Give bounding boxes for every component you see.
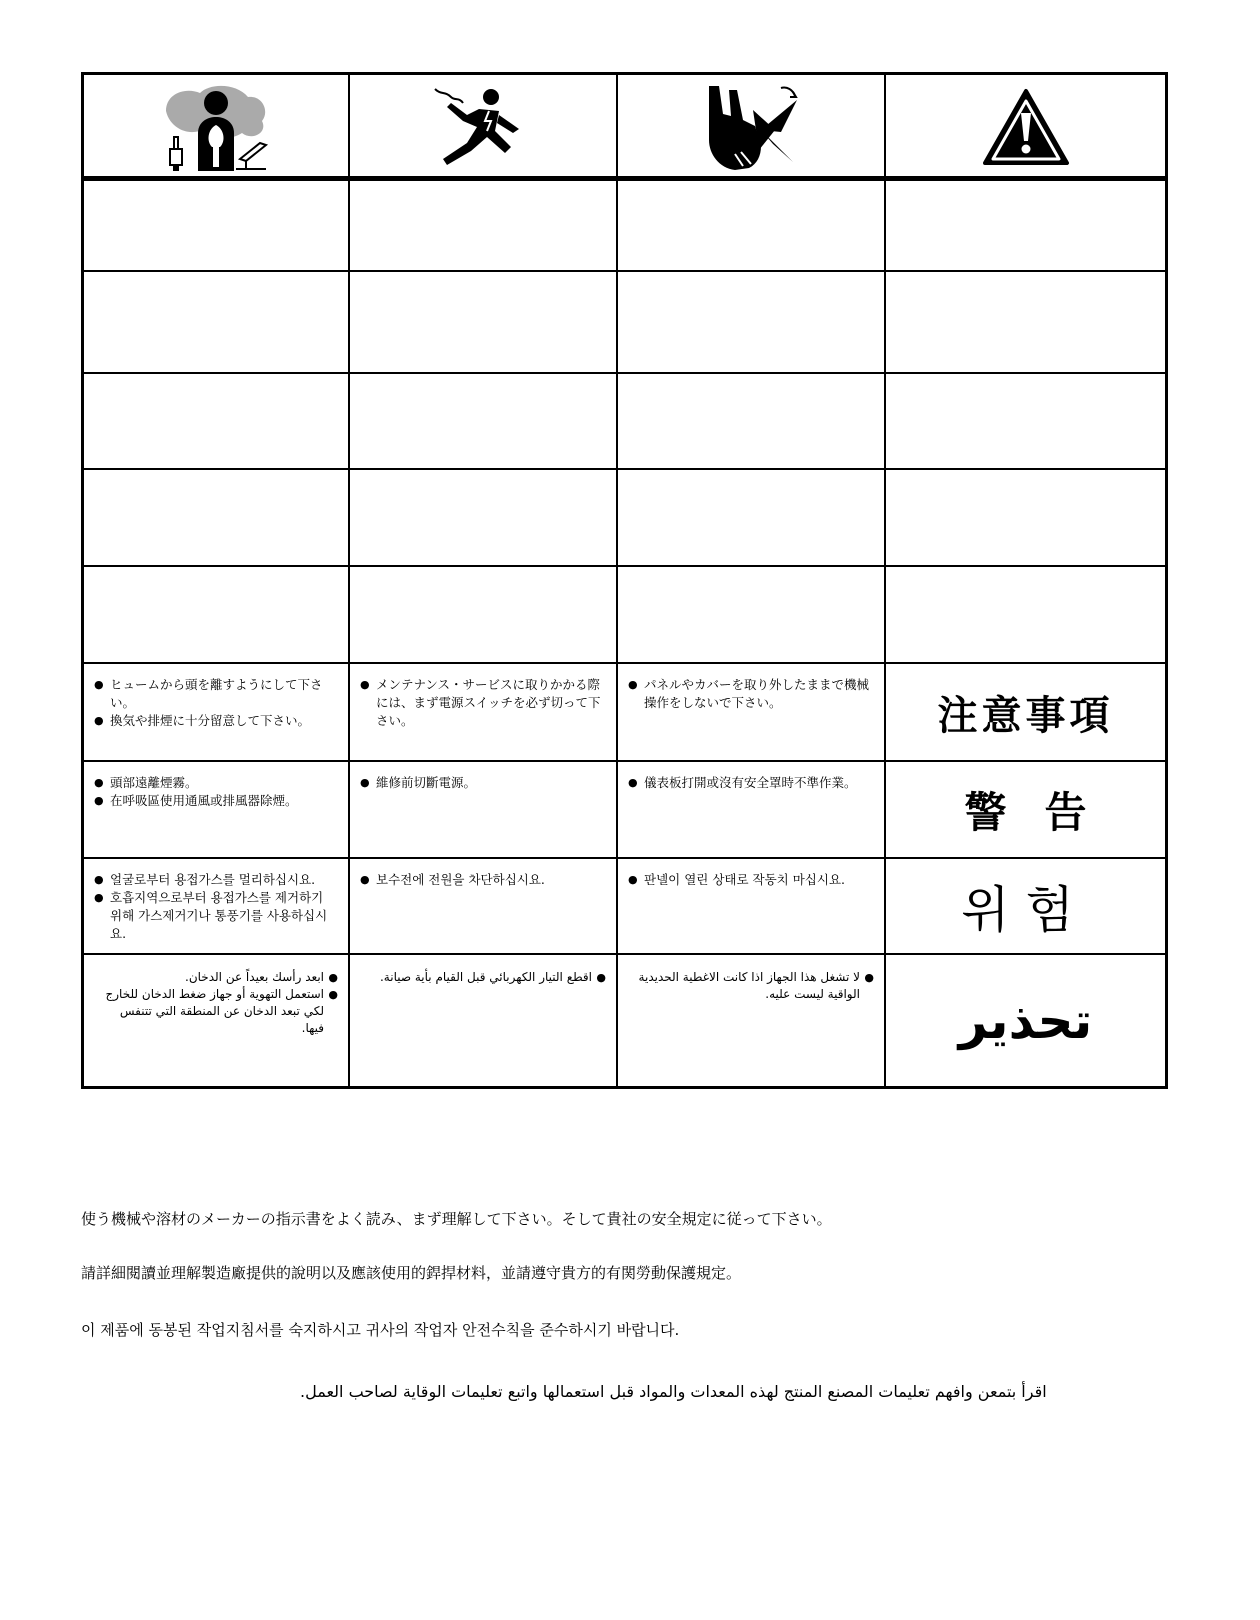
arabic-heading: تحذير — [958, 991, 1093, 1050]
korean-heading: 위험 — [961, 881, 1090, 939]
footer-korean: 이 제품에 동봉된 작업지침서를 숙지하시고 귀사의 작업자 안전수칙을 준수하시기 바랍니다. — [81, 1321, 680, 1339]
chinese-heading: 警告 — [964, 787, 1125, 837]
list-item: ● パネルやカバーを取り外したままで機械操作をしないで下さい。 — [628, 676, 874, 712]
footer-chinese: 請詳細閱讀並理解製造廠提供的說明以及應該使用的銲捍材料，並請遵守貴方的有関勞動保護規定。 — [81, 1264, 742, 1282]
row-divider — [84, 372, 1165, 374]
list-item: ● 보수전에 전원을 차단하십시요. — [360, 871, 606, 889]
japanese-shock-cell — [350, 664, 616, 760]
moving-parts-hazard-cell — [618, 75, 884, 178]
arabic-moving-parts-cell — [618, 955, 884, 1086]
warning-triangle-icon — [981, 87, 1071, 167]
arabic-fume-cell — [84, 955, 348, 1086]
korean-shock-cell — [350, 859, 616, 953]
fume-breathing-hazard-icon — [156, 81, 276, 173]
safety-warning-table — [81, 72, 1168, 1089]
list-item: ● استعمل التهوية أو جهاز ضغط الدخان للخارج لكي تبعد الدخان عن المنطقة التي تتنفس فيها. — [94, 986, 338, 1037]
list-item: ● 儀表板打開或沒有安全罩時不準作業。 — [628, 774, 874, 792]
list-item: ● اقطع التيار الكهربائي قبل القيام بأية صيانة. — [360, 969, 606, 986]
korean-moving-parts-cell — [618, 859, 884, 953]
list-item: ● 換気や排煙に十分留意して下さい。 — [94, 712, 338, 730]
footer-arabic: اقرأ بتمعن وافهم تعليمات المصنع المنتج لهذه المعدات والمواد قبل استعمالها واتبع تعليمات الوقاية لصاحب العمل. — [300, 1382, 1047, 1401]
list-item: ● 얼굴로부터 용접가스를 멀리하십시요. — [94, 871, 338, 889]
list-item: ● ابعد رأسك بعيداً عن الدخان. — [94, 969, 338, 986]
fume-hazard-cell — [84, 75, 348, 178]
list-item: ● 維修前切斷電源。 — [360, 774, 606, 792]
list-item: ● 판넬이 열린 상태로 작동치 마십시요. — [628, 871, 874, 889]
japanese-heading: 注意事項 — [937, 692, 1114, 739]
list-item: ● 頭部遠離煙霧。 — [94, 774, 338, 792]
moving-parts-hand-hazard-icon — [701, 80, 801, 174]
footer-japanese: 使う機械や溶材のメーカーの指示書をよく読み、まず理解して下さい。そして貴社の安全規定に従って下さい。 — [81, 1210, 832, 1228]
list-item: ● لا تشغل هذا الجهاز اذا كانت الاغطية الحديدية الواقية ليست عليه. — [628, 969, 874, 1003]
row-divider — [84, 565, 1165, 567]
row-divider — [84, 468, 1165, 470]
list-item: ● 在呼吸區使用通風或排風器除煙。 — [94, 792, 338, 810]
shock-hazard-cell — [350, 75, 616, 178]
japanese-fume-cell — [84, 664, 348, 760]
chinese-shock-cell — [350, 762, 616, 857]
electric-shock-hazard-icon — [433, 81, 533, 173]
warning-cell — [886, 75, 1165, 178]
chinese-fume-cell — [84, 762, 348, 857]
arabic-shock-cell — [350, 955, 616, 1086]
list-item: ● 호흡지역으로부터 용접가스를 제거하기 위해 가스제거기나 통풍기를 사용하십시요. — [94, 889, 338, 943]
row-divider — [84, 270, 1165, 272]
list-item: ● メンテナンス・サービスに取りかかる際には、まず電源スイッチを必ず切って下さい。 — [360, 676, 606, 730]
japanese-moving-parts-cell — [618, 664, 884, 760]
chinese-moving-parts-cell — [618, 762, 884, 857]
list-item: ● ヒュームから頭を離すようにして下さい。 — [94, 676, 338, 712]
korean-fume-cell — [84, 859, 348, 953]
